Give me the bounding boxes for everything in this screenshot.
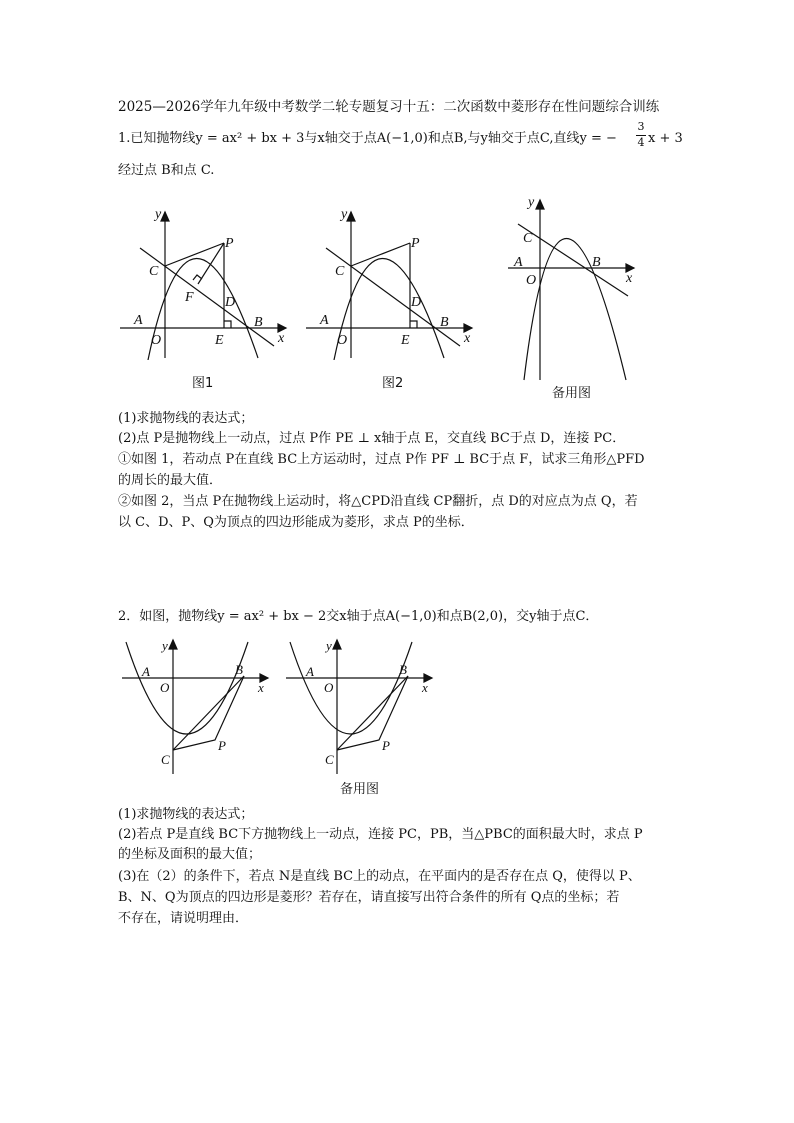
label-y: y	[528, 195, 535, 210]
label-o: O	[337, 333, 348, 348]
q2-backup-figure-caption: 备用图	[340, 782, 380, 797]
label-o: O	[151, 333, 162, 348]
label-o: O	[526, 273, 537, 288]
label-d: D	[225, 295, 236, 310]
q1-figure-1	[118, 200, 298, 360]
right-angle-e	[410, 321, 417, 328]
q1-backup-figure	[504, 192, 644, 382]
label-e: E	[401, 333, 410, 348]
label-p: P	[225, 236, 234, 251]
q1-line1: 1.已知抛物线y = ax² + bx + 3与x轴交于点A(−1,0)和点B,与y轴交于点C,直线y = −	[118, 131, 617, 146]
parabola	[524, 239, 626, 381]
label-f: F	[185, 290, 194, 305]
label-y: y	[155, 207, 162, 222]
q1-item-2-1: ①如图 1，若动点 P在直线 BC上方运动时，过点 P作 PF ⊥ BC于点 F，试求三角形△PFD	[118, 452, 645, 467]
label-c: C	[161, 752, 170, 767]
q1-item-1: (1)求抛物线的表达式；	[118, 411, 254, 426]
label-x: x	[626, 271, 633, 286]
q2-line1: 2．如图，抛物线y = ax² + bx − 2交x轴于点A(−1,0)和点B(2,0)，交y轴于点C．	[118, 609, 599, 624]
q1-figure-2-caption: 图2	[382, 376, 404, 391]
line-bc	[337, 676, 408, 750]
q1-line2: 经过点 B和点 C.	[118, 163, 215, 178]
label-x: x	[258, 680, 264, 695]
q2-item-2-cont: 的坐标及面积的最大值；	[118, 847, 262, 862]
label-p: P	[218, 738, 226, 753]
label-p: P	[382, 738, 390, 753]
y-axis-arrow	[169, 640, 177, 649]
label-x: x	[278, 331, 285, 346]
label-y: y	[326, 638, 332, 653]
q2-item-3-cont: B、N、Q为顶点的四边形是菱形？若存在，请直接写出符合条件的所有 Q点的坐标；若	[118, 890, 620, 905]
label-b: B	[254, 315, 263, 330]
q1-fraction-denominator: 4	[637, 136, 645, 149]
label-b: B	[592, 255, 601, 270]
label-a: A	[514, 255, 523, 270]
label-d: D	[411, 295, 422, 310]
label-o: O	[324, 680, 334, 695]
label-p: P	[411, 236, 420, 251]
q1-figure-2	[304, 200, 484, 360]
q1-item-2-2-cont: 以 C、D、P、Q为顶点的四边形能成为菱形，求点 P的坐标．	[118, 515, 474, 530]
label-c: C	[335, 264, 345, 279]
y-axis-arrow	[161, 212, 169, 221]
q2-figure-1	[118, 636, 278, 776]
q2-figure-2	[282, 636, 442, 776]
label-b: B	[235, 662, 243, 677]
q1-item-2-1-cont: 的周长的最大值．	[118, 473, 223, 488]
label-b: B	[399, 662, 407, 677]
page-title: 2025—2026学年九年级中考数学二轮专题复习十五：二次函数中菱形存在性问题综合训练	[118, 99, 660, 115]
y-axis-arrow	[347, 212, 355, 221]
q1-fraction-numerator: 3	[637, 120, 645, 133]
label-o: O	[160, 680, 170, 695]
label-y: y	[341, 207, 348, 222]
label-b: B	[440, 315, 449, 330]
label-c: C	[523, 231, 533, 246]
q1-line1-tail: x + 3	[648, 131, 683, 146]
q1-item-2: (2)点 P是抛物线上一动点，过点 P作 PE ⊥ x轴于点 E，交直线 BC于点 D，连接 PC．	[118, 431, 626, 446]
label-a: A	[320, 313, 329, 328]
q1-backup-figure-caption: 备用图	[552, 386, 592, 401]
label-c: C	[325, 752, 334, 767]
line-bc	[173, 676, 244, 750]
q1-item-2-2: ②如图 2，当点 P在抛物线上运动时，将△CPD沿直线 CP翻折，点 D的对应点为点 Q，若	[118, 494, 638, 509]
parabola	[290, 642, 412, 734]
parabola	[126, 642, 248, 734]
label-e: E	[215, 333, 224, 348]
q2-item-1: (1)求抛物线的表达式；	[118, 807, 254, 822]
line-bc	[140, 248, 274, 346]
label-a: A	[306, 664, 314, 679]
label-y: y	[162, 638, 168, 653]
q2-item-3-end: 不存在，请说明理由．	[118, 911, 249, 926]
label-a: A	[134, 313, 143, 328]
segment-cp	[351, 243, 410, 266]
segment-pf	[198, 243, 224, 284]
y-axis-arrow	[333, 640, 341, 649]
label-a: A	[142, 664, 150, 679]
label-x: x	[464, 331, 471, 346]
line-bc	[326, 248, 460, 346]
label-c: C	[149, 264, 159, 279]
q2-item-2: (2)若点 P是直线 BC下方抛物线上一动点，连接 PC，PB，当△PBC的面积最大时，求点 P	[118, 827, 643, 842]
label-x: x	[422, 680, 428, 695]
q2-item-3: (3)在（2）的条件下，若点 N是直线 BC上的动点，在平面内的是否存在点 Q，使得以 P、	[118, 869, 641, 884]
right-angle-e	[224, 321, 231, 328]
y-axis-arrow	[536, 200, 544, 209]
segment-cp	[165, 243, 224, 266]
q1-figure-1-caption: 图1	[192, 376, 214, 391]
